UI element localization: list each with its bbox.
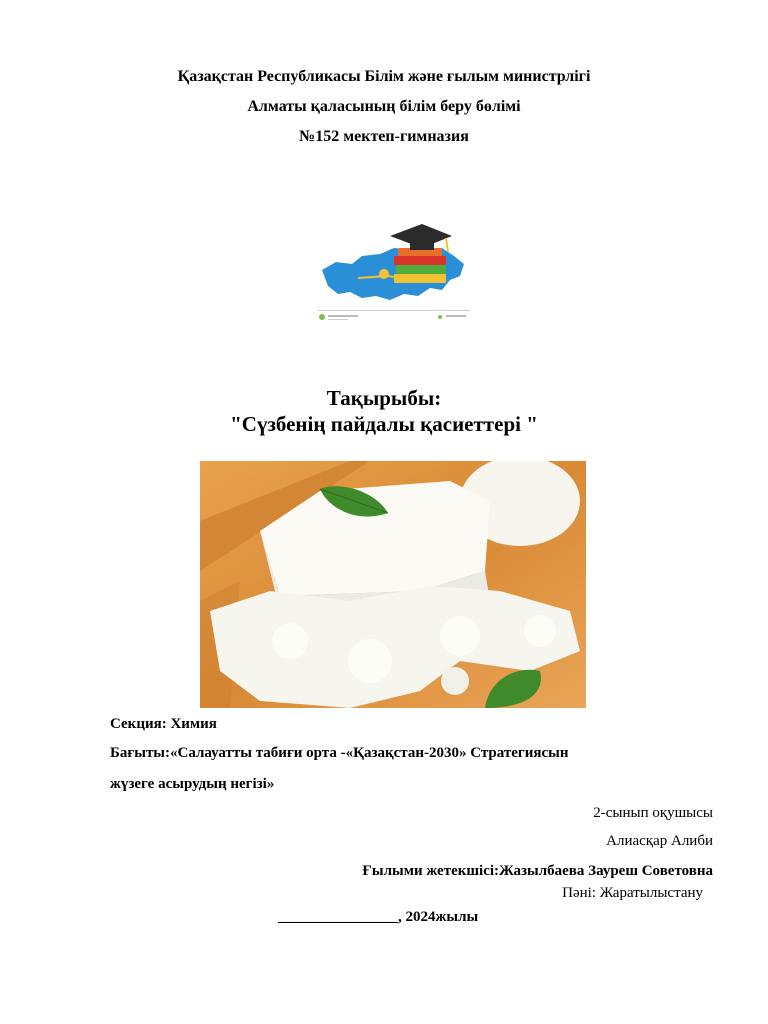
emblem-image: [318, 218, 470, 324]
map-books-graduation-cap-icon: [318, 218, 470, 324]
school-line: №152 мектеп-гимназия: [299, 128, 469, 145]
topic-title: "Сүзбенің пайдалы қасиеттері ": [230, 412, 538, 436]
topic-label: Тақырыбы:: [326, 386, 442, 410]
department-line: Алматы қаласының білім беру бөлімі: [247, 98, 521, 115]
direction-line-2: жүзеге асырудың негізі»: [110, 776, 275, 792]
subject-line: Пәні: Жаратылыстану: [562, 885, 703, 901]
cottage-cheese-photo-icon: [200, 461, 586, 708]
ministry-line: Қазақстан Республикасы Білім және ғылым министрлігі: [177, 68, 591, 85]
date-line: ________________, 2024жылы: [278, 909, 479, 925]
section-line: Секция: Химия: [110, 716, 217, 732]
student-grade: 2-сынып оқушысы: [593, 805, 713, 821]
cottage-cheese-photo: [200, 461, 586, 708]
student-name: Алиасқар Алиби: [606, 833, 713, 849]
direction-line-1: Бағыты:«Салауатты табиғи орта -«Қазақстан-2030» Стратегиясын: [110, 745, 569, 761]
supervisor-line: Ғылыми жетекшісі:Жазылбаева Зауреш Советовна: [362, 863, 713, 879]
